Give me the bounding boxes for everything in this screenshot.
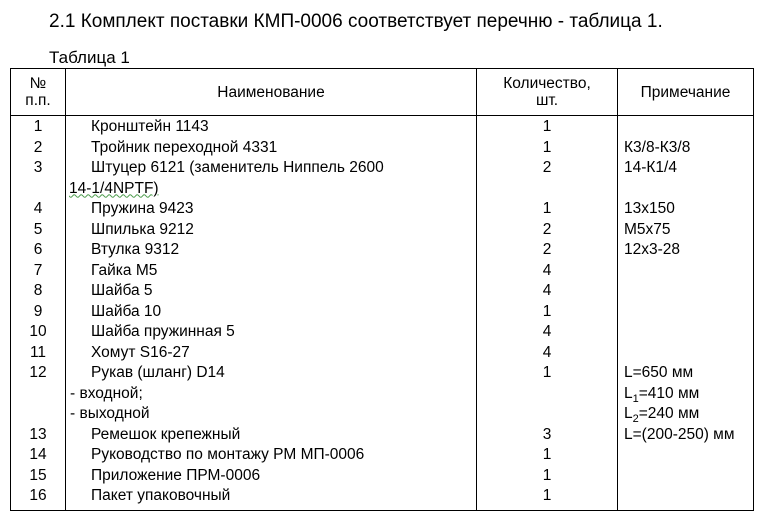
row-number: 13 <box>11 425 66 446</box>
row-name: Рукав (шланг) D14 <box>66 363 477 384</box>
row-number: 7 <box>11 261 66 282</box>
row-quantity: 1 <box>477 445 618 466</box>
row-quantity: 1 <box>477 363 618 384</box>
table-row <box>11 486 754 510</box>
header-number <box>11 69 66 116</box>
row-note <box>618 343 754 364</box>
row-quantity: 4 <box>477 261 618 282</box>
table-row <box>11 199 754 220</box>
row-quantity: 3 <box>477 425 618 446</box>
header-note: Примечание <box>618 69 754 116</box>
table-header-row <box>11 69 754 116</box>
row-number: 8 <box>11 281 66 302</box>
row-name: Кронштейн 1143 <box>66 116 477 138</box>
row-name: Руководство по монтажу РМ МП-0006 <box>66 445 477 466</box>
row-note <box>618 404 754 425</box>
row-number: 14 <box>11 445 66 466</box>
row-number: 5 <box>11 220 66 241</box>
row-name-line1: Штуцер 6121 (заменитель Ниппель 2600 <box>91 159 384 176</box>
row-quantity: 1 <box>477 466 618 487</box>
header-quantity-line1: Количество, <box>503 75 591 92</box>
row-quantity <box>477 404 618 425</box>
row-name: Пружина 9423 <box>66 199 477 220</box>
table-row <box>11 281 754 302</box>
table-row <box>11 138 754 159</box>
row-number: 1 <box>11 116 66 138</box>
row-note <box>618 116 754 138</box>
row-name: Шайба 5 <box>66 281 477 302</box>
row-note <box>618 384 754 405</box>
table-row <box>11 116 754 138</box>
row-note <box>618 466 754 487</box>
row-name: Пакет упаковочный <box>66 486 477 510</box>
row-quantity: 1 <box>477 138 618 159</box>
row-note: L=(200-250) мм <box>618 425 754 446</box>
note-subscript: 1 <box>632 392 639 405</box>
row-note: 14-К1/4 <box>618 158 754 199</box>
table-row <box>11 220 754 241</box>
table-caption: Таблица 1 <box>49 48 130 67</box>
row-name: Втулка 9312 <box>66 240 477 261</box>
row-quantity: 4 <box>477 322 618 343</box>
delivery-set-table <box>10 68 754 511</box>
row-name: Гайка М5 <box>66 261 477 282</box>
row-number: 3 <box>11 158 66 199</box>
note-suffix: =240 мм <box>638 405 700 422</box>
row-number: 6 <box>11 240 66 261</box>
row-note: 13х150 <box>618 199 754 220</box>
row-quantity: 4 <box>477 343 618 364</box>
note-suffix: =410 мм <box>638 384 700 402</box>
row-name: Тройник переходной 4331 <box>66 138 477 159</box>
row-quantity: 2 <box>477 240 618 261</box>
table-row <box>11 404 754 425</box>
table-row <box>11 363 754 384</box>
row-name <box>66 158 477 199</box>
row-quantity: 1 <box>477 199 618 220</box>
note-prefix: L <box>624 384 633 402</box>
row-note: L=650 мм <box>618 363 754 384</box>
row-note: К3/8-К3/8 <box>618 138 754 159</box>
row-number: 12 <box>11 363 66 384</box>
row-number: 4 <box>11 199 66 220</box>
row-quantity: 2 <box>477 220 618 241</box>
row-name: - выходной <box>66 404 477 425</box>
row-name: Шпилька 9212 <box>66 220 477 241</box>
header-number-line2: п.п. <box>25 92 51 109</box>
row-number: 2 <box>11 138 66 159</box>
row-note <box>618 302 754 323</box>
row-note: М5х75 <box>618 220 754 241</box>
row-number: 16 <box>11 486 66 510</box>
row-number: 9 <box>11 302 66 323</box>
row-name: Хомут S16-27 <box>66 343 477 364</box>
row-name: Шайба пружинная 5 <box>66 322 477 343</box>
row-number: 15 <box>11 466 66 487</box>
table-row <box>11 302 754 323</box>
table-row <box>11 445 754 466</box>
row-name: Шайба 10 <box>66 302 477 323</box>
note-prefix: L <box>624 405 633 422</box>
table-row <box>11 261 754 282</box>
row-quantity: 4 <box>477 281 618 302</box>
row-note <box>618 261 754 282</box>
row-number <box>11 384 66 405</box>
row-number: 10 <box>11 322 66 343</box>
row-quantity: 1 <box>477 116 618 138</box>
header-number-line1: № <box>29 75 47 92</box>
row-name: Приложение ПРМ-0006 <box>66 466 477 487</box>
row-quantity: 1 <box>477 302 618 323</box>
table-row <box>11 425 754 446</box>
row-name: Ремешок крепежный <box>66 425 477 446</box>
table-row <box>11 466 754 487</box>
row-quantity: 1 <box>477 486 618 510</box>
header-name: Наименование <box>66 69 477 116</box>
row-name-line2: 14-1/4NPTF) <box>69 179 159 197</box>
row-number: 11 <box>11 343 66 364</box>
table-row <box>11 322 754 343</box>
table-row <box>11 240 754 261</box>
header-quantity-line2: шт. <box>535 92 559 109</box>
row-note <box>618 322 754 343</box>
note-subscript: 2 <box>632 413 639 426</box>
row-number <box>11 404 66 425</box>
row-note <box>618 445 754 466</box>
section-heading: 2.1 Комплект поставки КМП-0006 соответствует перечню - таблица 1. <box>49 11 663 32</box>
row-quantity: 2 <box>477 158 618 199</box>
row-name: - входной; <box>66 384 477 405</box>
row-note <box>618 281 754 302</box>
row-note: 12х3-28 <box>618 240 754 261</box>
row-note <box>618 486 754 510</box>
table-row <box>11 384 754 405</box>
row-quantity <box>477 384 618 405</box>
header-quantity <box>477 69 618 116</box>
table-row <box>11 158 754 199</box>
table-row <box>11 343 754 364</box>
